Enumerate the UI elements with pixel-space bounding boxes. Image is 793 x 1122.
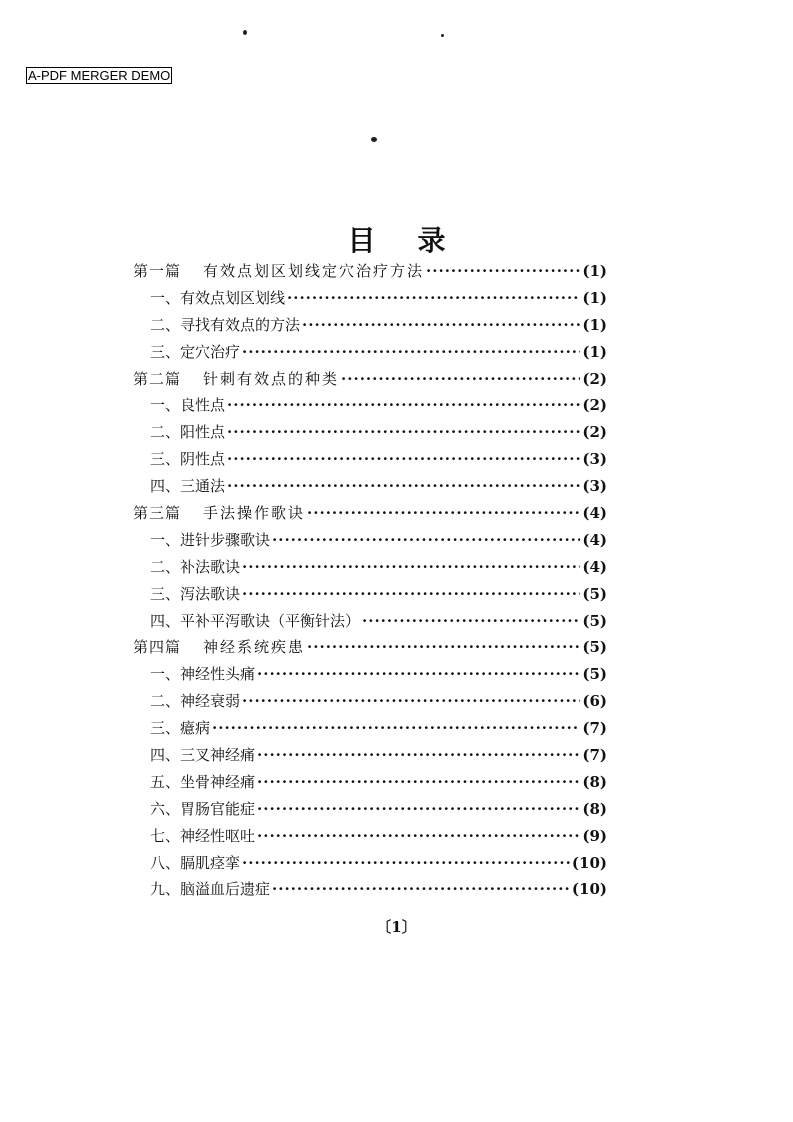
- scan-speck: [441, 34, 444, 37]
- dot-leader: [257, 796, 580, 822]
- toc-section[interactable]: [133, 527, 607, 554]
- dot-leader: [257, 823, 580, 849]
- entry-title: 一、有效点划区划线: [150, 288, 286, 307]
- entry-title: 二、寻找有效点的方法: [150, 315, 301, 334]
- entry-page: (10): [571, 880, 607, 899]
- entry-title: 二、补法歌诀: [150, 557, 241, 576]
- toc-section[interactable]: [133, 823, 607, 850]
- entry-title: 一、神经性头痛: [150, 665, 256, 684]
- toc-section[interactable]: [133, 473, 607, 500]
- entry-title: 四、平补平泻歌诀（平衡针法）: [150, 611, 361, 630]
- entry-page: (1): [582, 262, 607, 280]
- toc-chapter[interactable]: [133, 258, 607, 285]
- entry-page: (10): [571, 853, 607, 872]
- dot-leader: [242, 581, 580, 607]
- entry-page: (5): [582, 665, 607, 684]
- scan-speck: [243, 30, 247, 35]
- entry-title: 八、膈肌痉挛: [150, 853, 241, 872]
- watermark-label: A-PDF MERGER DEMO: [28, 68, 171, 83]
- entry-page: (2): [582, 423, 607, 442]
- entry-title: 七、神经性呕吐: [150, 826, 256, 845]
- toc-section[interactable]: [133, 742, 607, 769]
- toc-section[interactable]: [133, 769, 607, 796]
- dot-leader: [242, 850, 570, 876]
- dot-leader: [426, 258, 580, 284]
- toc-section[interactable]: [133, 312, 607, 339]
- entry-title: 手法操作歌诀: [203, 504, 306, 523]
- dot-leader: [227, 392, 580, 418]
- scan-speck: [371, 137, 377, 142]
- dot-leader: [242, 688, 580, 714]
- entry-title: 五、坐骨神经痛: [150, 772, 256, 791]
- entry-title: 三、泻法歌诀: [150, 584, 241, 603]
- toc-section[interactable]: [133, 285, 607, 312]
- dot-leader: [257, 769, 580, 795]
- chapter-number: 第二篇: [133, 369, 182, 388]
- entry-title: 神经系统疾患: [203, 638, 306, 657]
- dot-leader: [227, 446, 580, 472]
- dot-leader: [257, 742, 580, 768]
- dot-leader: [227, 419, 580, 445]
- entry-page: (3): [582, 450, 607, 469]
- dot-leader: [242, 339, 580, 365]
- toc-section[interactable]: [133, 339, 607, 366]
- entry-page: (7): [582, 746, 607, 765]
- toc-chapter[interactable]: [133, 500, 607, 527]
- dot-leader: [307, 500, 580, 526]
- entry-page: (1): [582, 315, 607, 334]
- dot-leader: [257, 661, 580, 687]
- chapter-number: 第四篇: [133, 638, 182, 657]
- entry-page: (8): [582, 772, 607, 791]
- toc-section[interactable]: [133, 876, 607, 903]
- entry-title: 四、三叉神经痛: [150, 746, 256, 765]
- toc-section[interactable]: [133, 446, 607, 473]
- entry-page: (4): [582, 530, 607, 549]
- entry-title: 六、胃肠官能症: [150, 799, 256, 818]
- toc-section[interactable]: [133, 608, 607, 635]
- entry-title: 一、良性点: [150, 396, 226, 415]
- page-number: 〔1〕: [376, 918, 417, 936]
- dot-leader: [272, 527, 580, 553]
- entry-page: (3): [582, 477, 607, 496]
- entry-page: (9): [582, 826, 607, 845]
- chapter-number: 第三篇: [133, 504, 182, 523]
- toc-section[interactable]: [133, 796, 607, 823]
- entry-page: (4): [582, 504, 607, 523]
- entry-title: 针刺有效点的种类: [203, 369, 340, 388]
- chapter-number: 第一篇: [133, 262, 182, 280]
- toc-chapter[interactable]: [133, 634, 607, 661]
- dot-leader: [302, 312, 580, 338]
- entry-title: 九、脑溢血后遗症: [150, 880, 271, 899]
- entry-page: (5): [582, 611, 607, 630]
- toc-section[interactable]: [133, 688, 607, 715]
- entry-page: (5): [582, 638, 607, 657]
- dot-leader: [341, 366, 580, 392]
- toc-section[interactable]: [133, 581, 607, 608]
- entry-title: 四、三通法: [150, 477, 226, 496]
- entry-page: (2): [582, 369, 607, 388]
- dot-leader: [362, 608, 580, 634]
- entry-title: 一、进针步骤歌诀: [150, 530, 271, 549]
- dot-leader: [227, 473, 580, 499]
- entry-page: (2): [582, 396, 607, 415]
- dot-leader: [212, 715, 580, 741]
- entry-title: 有效点划区划线定穴治疗方法: [203, 262, 425, 280]
- toc-section[interactable]: [133, 419, 607, 446]
- entry-page: (1): [582, 342, 607, 361]
- entry-title: 二、阳性点: [150, 423, 226, 442]
- entry-page: (6): [582, 692, 607, 711]
- toc-section[interactable]: [133, 554, 607, 581]
- page-title: 目录: [347, 223, 488, 257]
- entry-title: 三、癔病: [150, 719, 211, 738]
- entry-page: (7): [582, 719, 607, 738]
- entry-page: (5): [582, 584, 607, 603]
- entry-title: 二、神经衰弱: [150, 692, 241, 711]
- toc-chapter[interactable]: [133, 366, 607, 393]
- toc-section[interactable]: [133, 661, 607, 688]
- toc-section[interactable]: [133, 715, 607, 742]
- dot-leader: [307, 634, 580, 660]
- toc-section[interactable]: [133, 850, 607, 877]
- dot-leader: [242, 554, 580, 580]
- entry-title: 三、阴性点: [150, 450, 226, 469]
- entry-page: (8): [582, 799, 607, 818]
- entry-page: (1): [582, 288, 607, 307]
- toc-section[interactable]: [133, 392, 607, 419]
- dot-leader: [272, 876, 570, 902]
- entry-title: 三、定穴治疗: [150, 342, 241, 361]
- table-of-contents: [133, 258, 607, 903]
- entry-page: (4): [582, 557, 607, 576]
- dot-leader: [287, 285, 580, 311]
